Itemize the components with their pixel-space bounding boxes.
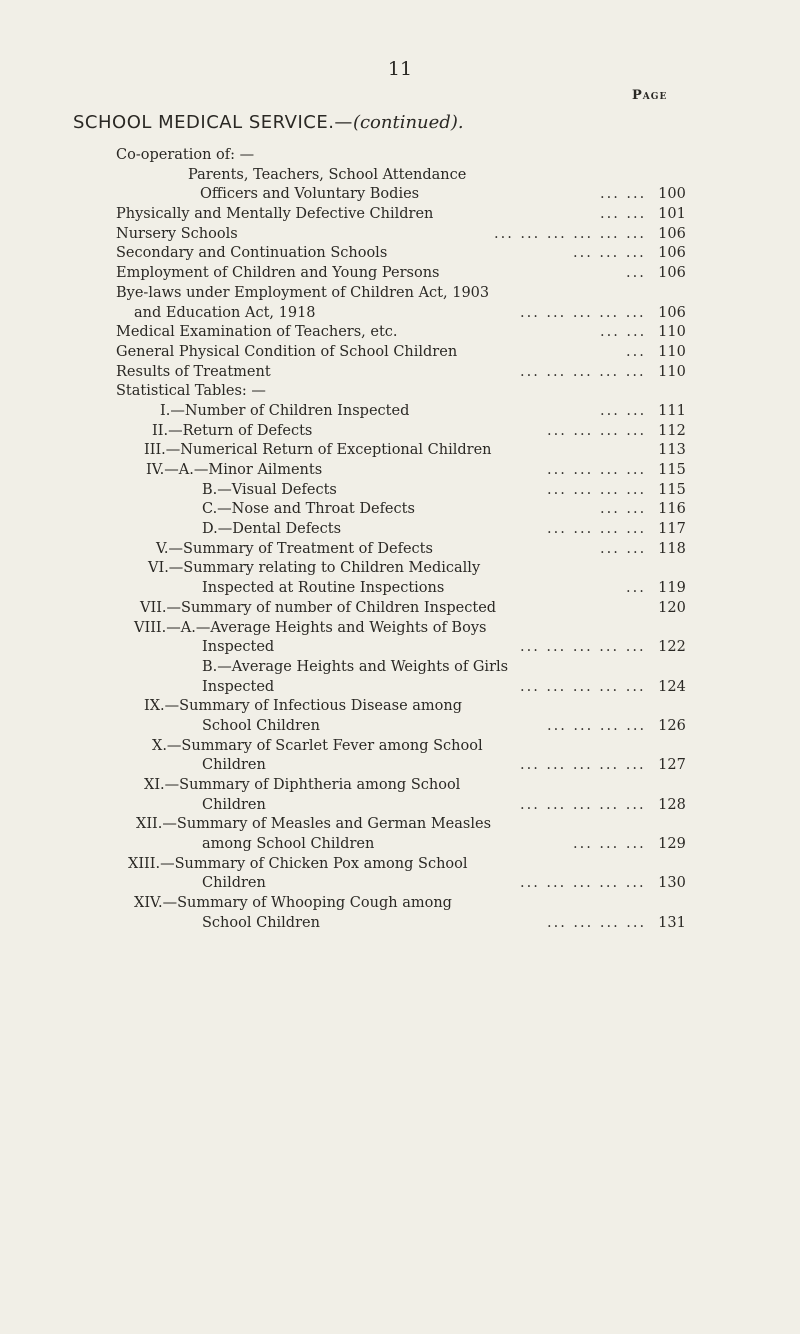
toc-entry-text: Inspected at Routine Inspections [202, 580, 445, 597]
section-title-main: SCHOOL MEDICAL SERVICE.— [73, 112, 353, 133]
toc-entry-text: General Physical Condition of School Children [116, 343, 458, 360]
toc-entry-text: Children [202, 757, 266, 774]
toc-entry [116, 323, 692, 343]
toc-entry [116, 284, 692, 304]
toc-entry [116, 304, 692, 324]
toc-entry-page: 106 [658, 245, 686, 262]
toc-entry-text: C.—Nose and Throat Defects [202, 501, 415, 518]
toc-entry-text: Inspected [202, 678, 275, 695]
toc-entry-page: 116 [658, 501, 686, 518]
toc-entry-text: V.—Summary of Treatment of Defects [156, 540, 433, 557]
toc-entry-leader: ... ... ... ... ... [520, 678, 646, 695]
table-of-contents [116, 146, 692, 934]
toc-entry [116, 815, 692, 835]
toc-entry [116, 225, 692, 245]
toc-entry-page: 118 [658, 540, 686, 557]
toc-entry [116, 520, 692, 540]
toc-entry-text: Employment of Children and Young Persons [116, 265, 440, 282]
toc-entry [116, 244, 692, 264]
toc-entry-leader: ... ... ... ... [547, 717, 647, 734]
toc-entry-leader: ... ... [600, 324, 647, 341]
toc-entry-text: among School Children [202, 836, 375, 853]
toc-entry-leader: ... ... ... ... [547, 422, 647, 439]
toc-entry-leader: ... ... ... ... [547, 914, 647, 931]
toc-entry-text: School Children [202, 717, 320, 734]
toc-entry-page: 106 [658, 225, 686, 242]
toc-entry-leader: ... ... ... ... ... [520, 363, 646, 380]
toc-entry-leader: ... [626, 265, 646, 282]
toc-entry [116, 343, 692, 363]
toc-entry [116, 481, 692, 501]
toc-entry-page: 120 [658, 599, 686, 616]
toc-entry-leader: ... ... [600, 540, 647, 557]
toc-entry [116, 166, 692, 186]
toc-entry [116, 264, 692, 284]
toc-entry-leader: ... ... ... ... ... [520, 875, 646, 892]
toc-entry [116, 697, 692, 717]
toc-entry-page: 113 [658, 442, 686, 459]
toc-entry-leader: ... ... [600, 206, 647, 223]
toc-entry [116, 599, 692, 619]
toc-entry-text: X.—Summary of Scarlet Fever among School [152, 737, 483, 754]
toc-entry [116, 559, 692, 579]
toc-entry [116, 540, 692, 560]
toc-entry-text: IV.—A.—Minor Ailments [146, 462, 323, 478]
toc-entry [116, 914, 692, 934]
toc-entry [116, 658, 692, 678]
toc-entry-text: Children [202, 796, 266, 813]
toc-entry-text: Medical Examination of Teachers, etc. [116, 324, 398, 341]
toc-entry-leader: ... ... ... ... [547, 521, 647, 538]
toc-entry-leader: ... ... ... [573, 836, 646, 853]
toc-entry [116, 422, 692, 442]
toc-entry-page: 131 [658, 914, 686, 931]
toc-entry-page: 110 [658, 343, 686, 360]
toc-entry-page: 126 [658, 717, 686, 734]
toc-entry-page: 106 [658, 265, 686, 282]
toc-entry-text: Children [202, 875, 266, 892]
toc-entry-leader: ... ... ... ... ... [520, 757, 646, 774]
toc-entry-page: 117 [658, 521, 686, 538]
toc-entry-text: Nursery Schools [116, 225, 238, 242]
toc-entry-leader: ... ... ... ... ... [520, 796, 646, 813]
toc-entry-text: Physically and Mentally Defective Children [116, 206, 434, 223]
toc-entry-text: B.—Visual Defects [202, 481, 337, 498]
toc-entry [116, 796, 692, 816]
toc-entry-text: IX.—Summary of Infectious Disease among [144, 698, 463, 715]
toc-entry-text: VIII.—A.—Average Heights and Weights of Boys [134, 619, 487, 636]
toc-entry-leader: ... ... ... ... [547, 481, 647, 498]
toc-entry-text: Statistical Tables: — [116, 383, 266, 400]
toc-entry-text: Secondary and Continuation Schools [116, 245, 388, 262]
toc-entry-text: III.—Numerical Return of Exceptional Children [144, 442, 492, 459]
toc-entry-page: 127 [658, 757, 686, 774]
toc-entry-text: XI.—Summary of Diphtheria among School [144, 777, 461, 793]
toc-entry-leader: ... [626, 580, 646, 597]
toc-entry [116, 441, 692, 461]
toc-entry-leader: ... ... [600, 501, 647, 518]
toc-entry-leader: ... ... [600, 402, 647, 419]
toc-entry-page: 119 [658, 580, 686, 597]
toc-entry-page: 112 [658, 422, 686, 439]
toc-entry-text: B.—Average Heights and Weights of Girls [202, 658, 509, 675]
toc-entry-text: Co-operation of: — [116, 147, 255, 163]
toc-entry-page: 129 [658, 836, 686, 853]
toc-entry-page: 106 [658, 304, 686, 321]
toc-entry [116, 500, 692, 520]
toc-entry-text: and Education Act, 1918 [134, 304, 316, 321]
toc-entry-leader: ... ... ... ... ... ... [494, 225, 647, 242]
toc-entry-text: Parents, Teachers, School Attendance [188, 166, 467, 183]
section-title [73, 112, 464, 133]
toc-entry-page: 122 [658, 639, 686, 656]
toc-entry-leader: ... ... [600, 186, 647, 203]
toc-entry-text: Results of Treatment [116, 363, 271, 380]
toc-entry-text: II.—Return of Defects [152, 422, 313, 439]
toc-entry-text: Bye-laws under Employment of Children Act, 1903 [116, 284, 490, 301]
toc-entry [116, 205, 692, 225]
toc-entry-text: VI.—Summary relating to Children Medically [148, 560, 481, 577]
toc-entry [116, 678, 692, 698]
toc-entry-leader: ... ... ... ... ... [520, 304, 646, 321]
toc-entry [116, 874, 692, 894]
toc-entry [116, 382, 692, 402]
toc-entry-text: XIII.—Summary of Chicken Pox among School [128, 855, 468, 872]
toc-entry-text: VII.—Summary of number of Children Inspected [140, 599, 497, 616]
page-number: 11 [387, 58, 413, 80]
toc-entry-leader: ... [626, 343, 646, 360]
toc-entry [116, 619, 692, 639]
toc-entry [116, 579, 692, 599]
toc-entry-leader: ... ... ... [573, 245, 646, 262]
toc-entry-page: 111 [658, 402, 686, 419]
toc-entry [116, 185, 692, 205]
toc-entry [116, 855, 692, 875]
toc-entry-leader: ... ... ... ... [547, 462, 647, 478]
toc-entry-page: 115 [658, 462, 686, 478]
section-title-continued: (continued). [352, 112, 464, 133]
page-column-heading: Page [632, 88, 668, 103]
toc-entry-text: XIV.—Summary of Whooping Cough among [134, 895, 452, 912]
toc-entry-page: 130 [658, 875, 686, 892]
toc-entry-page: 124 [658, 678, 686, 695]
toc-entry-text: XII.—Summary of Measles and German Measles [136, 816, 492, 833]
toc-entry [116, 835, 692, 855]
toc-entry [116, 737, 692, 757]
toc-entry-text: Officers and Voluntary Bodies [200, 186, 420, 203]
toc-entry [116, 461, 692, 481]
toc-entry-text: School Children [202, 914, 320, 931]
toc-entry-page: 110 [658, 324, 686, 341]
toc-entry [116, 756, 692, 776]
toc-entry [116, 717, 692, 737]
toc-entry [116, 638, 692, 658]
toc-entry-leader: ... ... ... ... ... [520, 639, 646, 656]
toc-entry-page: 115 [658, 481, 686, 498]
toc-entry [116, 894, 692, 914]
toc-entry [116, 776, 692, 796]
toc-entry-page: 110 [658, 363, 686, 380]
toc-entry-text: I.—Number of Children Inspected [160, 402, 410, 419]
toc-entry [116, 363, 692, 383]
toc-entry [116, 402, 692, 422]
toc-entry-page: 101 [658, 206, 686, 223]
toc-entry-page: 128 [658, 796, 686, 813]
toc-entry-text: Inspected [202, 639, 275, 656]
toc-entry-text: D.—Dental Defects [202, 521, 342, 538]
toc-entry-page: 100 [658, 186, 686, 203]
toc-entry [116, 146, 692, 166]
